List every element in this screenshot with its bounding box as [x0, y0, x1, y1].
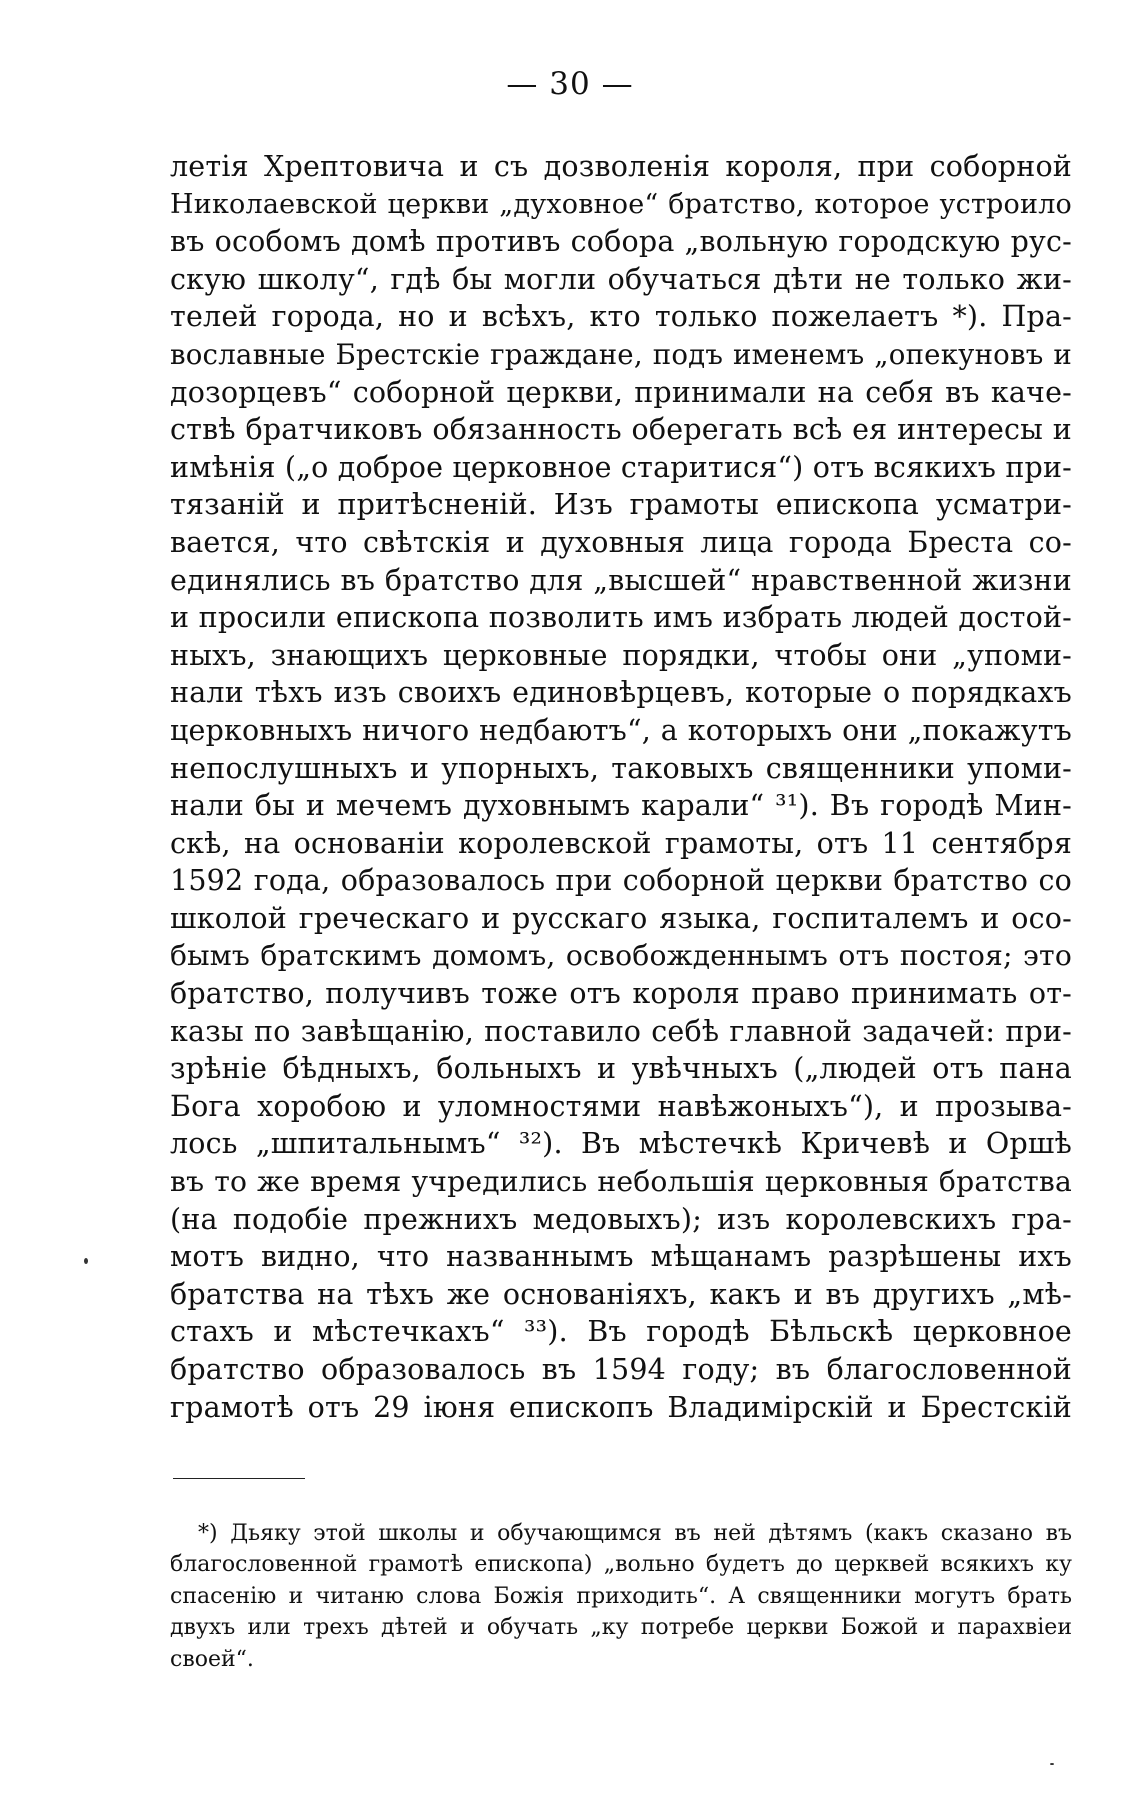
body-line: Николаевской церкви „духовное“ братство, которое устроило [170, 188, 1072, 220]
footnote-line: двухъ или трехъ дѣтей и обучать „ку потребе церкви Божой и парахвiеи [170, 1615, 1072, 1641]
body-line: дозорцевъ“ соборной церкви, принимали на себя въ каче- [170, 375, 1072, 409]
body-line: бымъ братскимъ домомъ, освобожденнымъ отъ постоя; это [170, 939, 1072, 973]
body-line: стахъ и мѣстечкахъ“ ³³). Въ городѣ Бѣльскѣ церковное [170, 1315, 1072, 1349]
body-line: телей города, но и всѣхъ, кто только пожелаетъ *). Пра- [170, 300, 1072, 334]
body-line: братство образовалось въ 1594 году; въ благословенной [170, 1353, 1072, 1386]
body-line: непослушныхъ и упорныхъ, таковыхъ священники упоми- [170, 751, 1072, 785]
body-line: тязаній и притѣсненій. Изъ грамоты епископа усматри- [170, 488, 1072, 522]
body-line: единялись въ братство для „высшей“ нравственной жизни [170, 563, 1072, 597]
body-line: въ особомъ домѣ противъ собора „вольную городскую рус- [170, 225, 1072, 259]
footnote [170, 1518, 1072, 1675]
body-line: Бога хоробою и уломностями навѣжоныхъ“), и прозыва- [170, 1089, 1072, 1123]
footnote-divider [173, 1478, 305, 1479]
footnote-line: *) Дьяку этой школы и обучающимся въ ней дѣтямъ (какъ сказано въ [198, 1521, 1072, 1546]
body-line: 1592 года, образовалось при соборной церкви братство со [170, 864, 1072, 898]
body-line: нали бы и мечемъ духовнымъ карали“ ³¹). Въ городѣ Мин- [170, 789, 1072, 823]
body-line: ныхъ, знающихъ церковные порядки, чтобы они „упоми- [170, 638, 1072, 672]
body-line: вославные Брестскіе граждане, подъ именемъ „опекуновъ и [170, 337, 1072, 371]
body-line: скѣ, на основаніи королевской грамоты, отъ 11 сентября [170, 826, 1072, 860]
body-line: нали тѣхъ изъ своихъ единовѣрцевъ, которые о порядкахъ [170, 676, 1072, 710]
body-line: ствѣ братчиковъ обязанность оберегать всѣ ея интересы и [170, 413, 1072, 447]
footnote-line: благословенной грамотѣ епископа) „вольно будетъ до церквей всякихъ ку [170, 1552, 1072, 1578]
footnote-line: спасенію и читаню слова Божія приходить“. А священники могутъ брать [170, 1583, 1072, 1609]
body-text [170, 148, 1072, 1426]
print-speck [84, 1258, 88, 1264]
body-line: скую школу“, гдѣ бы могли обучаться дѣти не только жи- [170, 262, 1072, 296]
body-line: зрѣніе бѣдныхъ, больныхъ и увѣчныхъ („людей отъ пана [170, 1052, 1072, 1086]
body-line: въ то же время учредились небольшія церковныя братства [170, 1165, 1072, 1199]
body-line: лось „шпитальнымъ“ ³²). Въ мѣстечкѣ Кричевѣ и Оршѣ [170, 1127, 1072, 1161]
page-number: — 30 — [506, 66, 634, 102]
body-line: имѣнія („о доброе церковное старитися“) отъ всякихъ при- [170, 450, 1072, 484]
body-line: мотъ видно, что названнымъ мѣщанамъ разрѣшены ихъ [170, 1240, 1072, 1274]
body-line: казы по завѣщанію, поставило себѣ главной задачей: при- [170, 1014, 1072, 1048]
body-line: грамотѣ отъ 29 іюня епископъ Владимірскій и Брестскій [170, 1390, 1072, 1424]
print-speck [1050, 1763, 1054, 1765]
body-line: церковныхъ ничого недбаютъ“, а которыхъ они „покажутъ [170, 713, 1072, 747]
body-line: (на подобіе прежнихъ медовыхъ); изъ королевскихъ гра- [170, 1202, 1072, 1236]
body-line: школой греческаго и русскаго языка, госпиталемъ и осо- [170, 901, 1072, 935]
body-line: братство, получивъ тоже отъ короля право принимать от- [170, 977, 1072, 1011]
body-line: летія Хрептовича и съ дозволенія короля, при соборной [170, 150, 1072, 183]
body-line: вается, что свѣтскія и духовныя лица города Бреста со- [170, 525, 1072, 559]
body-line: братства на тѣхъ же основаніяхъ, какъ и въ другихъ „мѣ- [170, 1277, 1072, 1311]
body-line: и просили епископа позволить имъ избрать людей достой- [170, 601, 1072, 635]
footnote-line: своей“. [170, 1646, 254, 1672]
